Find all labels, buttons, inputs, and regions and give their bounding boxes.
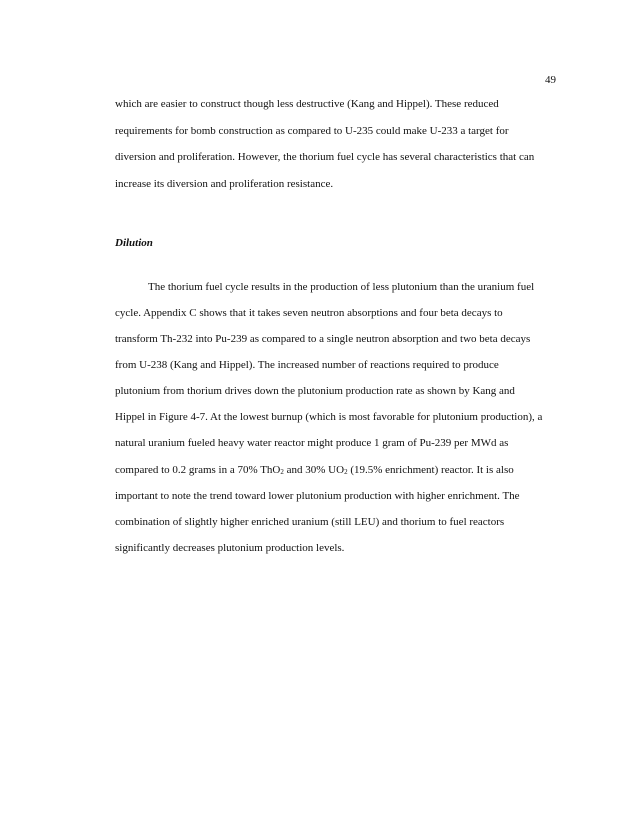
paragraph-line: natural uranium fueled heavy water reactor might produce 1 gram of Pu-239 per MWd as [115,437,509,449]
paragraph-line: The thorium fuel cycle results in the production of less plutonium than the uranium fuel [148,281,535,293]
paragraph-line: combination of slightly higher enriched uranium (still LEU) and thorium to fuel reactors [115,516,505,528]
paragraph-line: plutonium from thorium drives down the plutonium production rate as shown by Kang and [115,385,515,397]
subscript: 2 [344,468,348,476]
section-heading: Dilution [115,237,153,249]
paragraph-line: requirements for bomb construction as compared to U-235 could make U-233 a target for [115,125,509,137]
text-run: and 30% UO [283,464,345,476]
paragraph-line: transform Th-232 into Pu-239 as compared to a single neutron absorption and two beta decays [115,333,531,345]
page-number: 49 [545,74,556,86]
paragraph-line [115,464,514,479]
text-run: (19.5% enrichment) reactor. It is also [347,464,514,476]
paragraph-line: important to note the trend toward lower plutonium production with higher enrichment. The [115,490,520,502]
text-run: compared to 0.2 grams in a 70% ThO [115,464,281,476]
paragraph-line: cycle. Appendix C shows that it takes seven neutron absorptions and four beta decays to [115,307,503,319]
paragraph-line: which are easier to construct though less destructive (Kang and Hippel). These reduced [115,98,499,110]
paragraph-line: from U-238 (Kang and Hippel). The increased number of reactions required to produce [115,359,499,371]
paragraph-line: diversion and proliferation. However, the thorium fuel cycle has several characteristics that can [115,151,535,163]
subscript: 2 [280,468,284,476]
paragraph-line: significantly decreases plutonium production levels. [115,542,345,554]
paragraph-line: increase its diversion and proliferation resistance. [115,178,334,190]
paragraph-line: Hippel in Figure 4-7. At the lowest burnup (which is most favorable for plutonium production), a [115,411,543,423]
